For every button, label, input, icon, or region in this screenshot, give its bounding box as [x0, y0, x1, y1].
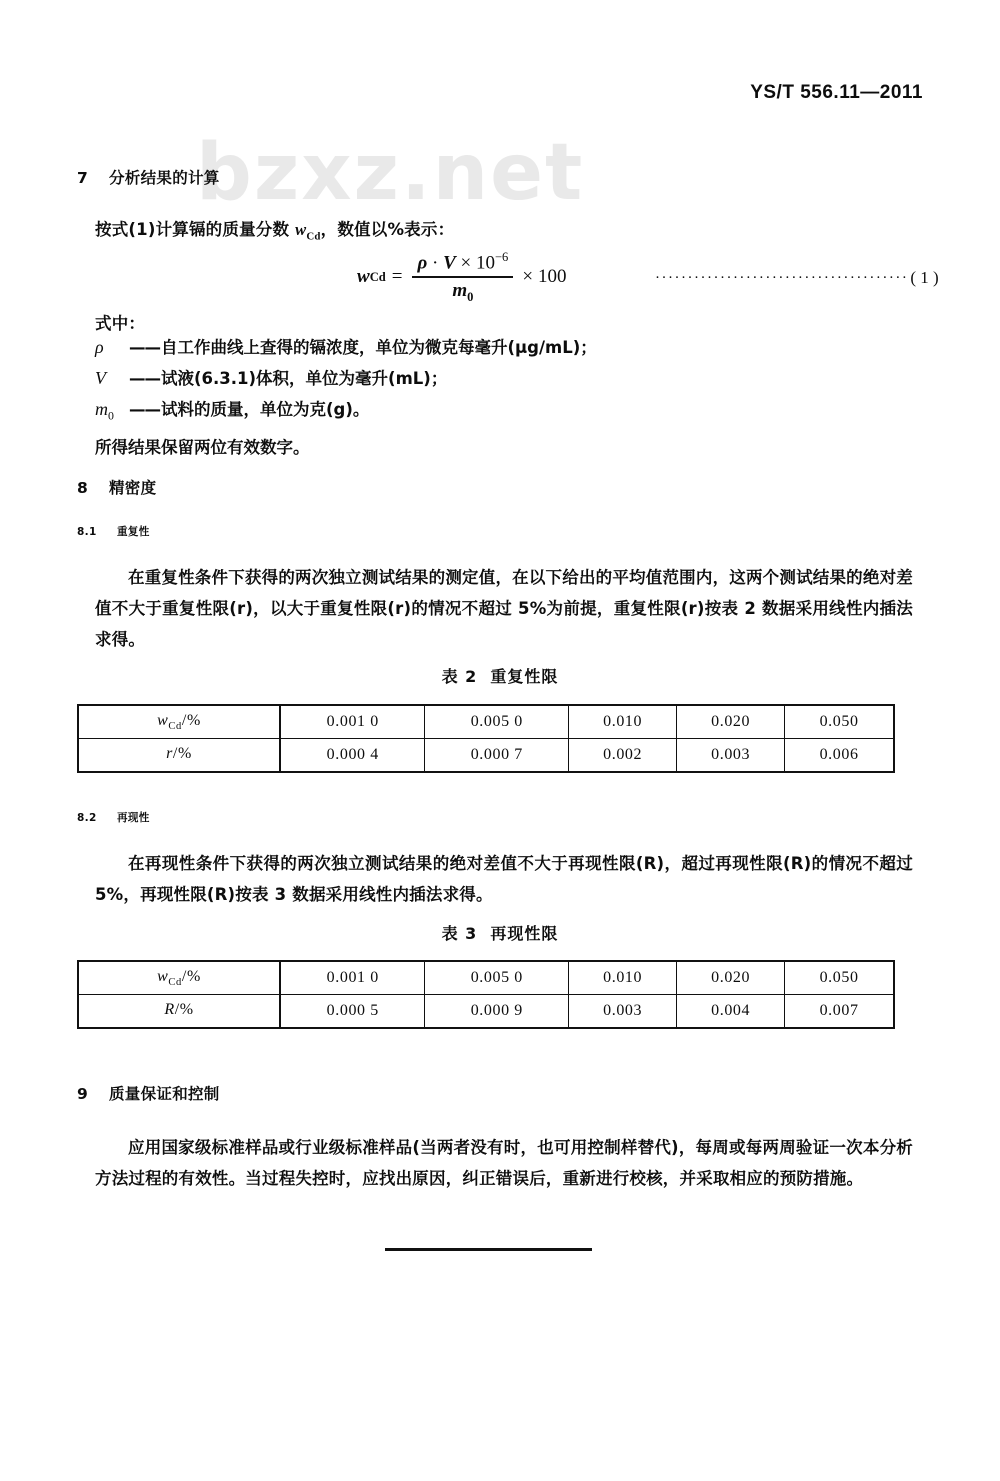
definition-dash: —— — [129, 369, 160, 388]
definition-text: 试液(6.3.1)体积，单位为毫升(mL)； — [161, 369, 448, 388]
table-3-row-0-label-sub: Cd — [168, 977, 182, 989]
table-row — [78, 705, 894, 739]
table-row — [78, 995, 894, 1029]
formula-intro-paragraph — [95, 214, 913, 252]
clause-heading-9 — [77, 1082, 220, 1104]
clause-heading-8-1 — [77, 524, 150, 539]
table-3-reproducibility-limits — [77, 960, 895, 1029]
table-cell: 0.000 5 — [280, 995, 425, 1029]
table-2-row-1-label-unit: /% — [172, 744, 192, 762]
formula-rho: ρ — [417, 252, 428, 274]
clause-8-2-number: 8.2 — [77, 812, 97, 824]
table-2-repeatability-limits — [77, 704, 895, 773]
table-cell: 0.004 — [677, 995, 785, 1029]
table-cell: 0.007 — [785, 995, 894, 1029]
clause-9-number: 9 — [77, 1085, 89, 1103]
clause-8-1-number: 8.1 — [77, 526, 97, 538]
table-3-row-1-label-unit: /% — [174, 1000, 194, 1018]
definition-symbol — [95, 332, 129, 363]
definition-item — [95, 394, 913, 432]
table-cell: 0.020 — [677, 961, 785, 995]
table-2-caption-label: 表 2 — [441, 667, 478, 686]
formula-numerator — [412, 250, 513, 276]
watermark-bzxz: bzxz.net — [196, 128, 585, 218]
reproducibility-paragraph: 在再现性条件下获得的两次独立测试结果的绝对差值不大于再现性限(R)，超过再现性限(R)的情况不超过 5%，再现性限(R)按表 3 数据采用线性内插法求得。 — [95, 854, 913, 904]
table-3-row-0-label — [78, 961, 280, 995]
table-cell: 0.000 7 — [425, 739, 569, 773]
formula-power-base: 10 — [475, 252, 495, 274]
formula-lhs-sub: Cd — [369, 269, 386, 284]
formula-v: V — [443, 252, 456, 274]
formula-row — [95, 250, 939, 308]
definition-dash: —— — [129, 338, 160, 357]
formula-dot: · — [431, 252, 439, 274]
standard-number-header: YS/T 556.11—2011 — [750, 82, 923, 103]
table-2-row-1-label — [78, 739, 280, 773]
table-2-row-0-label-unit: /% — [181, 711, 201, 729]
definition-item — [95, 332, 913, 363]
table-3-caption-title: 再现性限 — [490, 924, 559, 943]
formula-intro-symbol: w — [295, 220, 307, 239]
table-cell: 0.000 9 — [425, 995, 569, 1029]
formula-expression — [357, 250, 567, 305]
definition-symbol — [95, 363, 129, 394]
table-2-row-0-label-var: w — [157, 711, 169, 729]
definition-text: 试料的质量，单位为克(g)。 — [161, 400, 370, 419]
table-cell: 0.010 — [569, 705, 677, 739]
significant-digits-note: 所得结果保留两位有效数字。 — [95, 437, 310, 457]
table-3-row-1-label — [78, 995, 280, 1029]
formula-fraction — [412, 250, 513, 305]
table-3-row-1-label-var: R — [164, 1000, 175, 1018]
table-3-caption — [0, 921, 1000, 944]
table-cell: 0.010 — [569, 961, 677, 995]
definition-closing-line — [95, 432, 913, 463]
definition-symbol-text: V — [95, 368, 106, 388]
table-3-caption-label: 表 3 — [441, 924, 478, 943]
clause-8-1-title: 重复性 — [117, 526, 150, 538]
symbol-definition-list — [95, 332, 913, 463]
repeatability-paragraph: 在重复性条件下获得的两次独立测试结果的测定值，在以下给出的平均值范围内，这两个测试结果的绝对差值不大于重复性限(r)，以大于重复性限(r)的情况不超过 5%为前提，重复性限(r)按表 2 数据采用线性内插法求得。 — [95, 568, 913, 649]
formula-tail-times: × — [522, 266, 534, 288]
clause-heading-7 — [77, 166, 220, 188]
definition-symbol-text: m — [95, 399, 108, 419]
definition-dash: —— — [129, 400, 160, 419]
formula-tail-value: 100 — [538, 266, 567, 288]
clause-heading-8-2 — [77, 810, 150, 825]
clause-7-number: 7 — [77, 169, 89, 187]
table-cell: 0.050 — [785, 961, 894, 995]
clause-9-title: 质量保证和控制 — [109, 1085, 220, 1103]
table-3-row-0-label-unit: /% — [181, 967, 201, 985]
table-cell: 0.005 0 — [425, 961, 569, 995]
table-2-caption-title: 重复性限 — [490, 667, 559, 686]
clause-heading-8 — [77, 476, 156, 498]
definition-symbol — [95, 394, 129, 432]
table-cell: 0.020 — [677, 705, 785, 739]
formula-intro-symbol-sub: Cd — [306, 230, 321, 243]
end-of-document-rule — [385, 1248, 592, 1251]
table-cell: 0.000 4 — [280, 739, 425, 773]
table-2-caption — [0, 664, 1000, 687]
formula-m: m — [452, 279, 468, 301]
table-row — [78, 739, 894, 773]
formula-numerator-times: × — [460, 252, 472, 274]
table-2-row-0-label-sub: Cd — [168, 721, 182, 733]
table-2-row-0-label — [78, 705, 280, 739]
table-row — [78, 961, 894, 995]
formula-m-sub: 0 — [467, 289, 474, 304]
table-cell: 0.006 — [785, 739, 894, 773]
table-cell: 0.001 0 — [280, 961, 425, 995]
definition-symbol-text: ρ — [95, 337, 104, 357]
table-cell: 0.050 — [785, 705, 894, 739]
formula-lhs-var: w — [357, 266, 370, 288]
equation-dot-leader: ······································· — [655, 269, 909, 286]
where-label: 式中： — [95, 314, 146, 333]
table-cell: 0.003 — [677, 739, 785, 773]
equation-number: ( 1 ) — [910, 268, 939, 287]
formula-power-exponent: −6 — [494, 250, 509, 264]
formula-intro-after: ，数值以%表示： — [320, 220, 455, 239]
table-2-row-1-label-var: r — [166, 744, 173, 762]
definition-symbol-sub: 0 — [108, 408, 114, 423]
clause-8-number: 8 — [77, 479, 89, 497]
equation-number-block — [655, 268, 939, 288]
table-3-row-0-label-var: w — [157, 967, 169, 985]
formula-intro-before: 按式(1)计算镉的质量分数 — [95, 220, 296, 239]
table-cell: 0.003 — [569, 995, 677, 1029]
definition-item — [95, 363, 913, 394]
clause-7-title: 分析结果的计算 — [109, 169, 220, 187]
definition-text: 自工作曲线上查得的镉浓度，单位为微克每毫升(μg/mL)； — [161, 338, 597, 357]
quality-assurance-paragraph: 应用国家级标准样品或行业级标准样品(当两者没有时，也可用控制样替代)，每周或每两周验证一次本分析方法过程的有效性。当过程失控时，应找出原因，纠正错误后，重新进行校核，并采取相应的预防措施。 — [95, 1138, 913, 1188]
table-cell: 0.005 0 — [425, 705, 569, 739]
formula-equals: = — [391, 266, 403, 288]
table-cell: 0.002 — [569, 739, 677, 773]
table-cell: 0.001 0 — [280, 705, 425, 739]
formula-denominator — [447, 278, 478, 305]
clause-8-2-title: 再现性 — [117, 812, 150, 824]
clause-8-title: 精密度 — [109, 479, 157, 497]
